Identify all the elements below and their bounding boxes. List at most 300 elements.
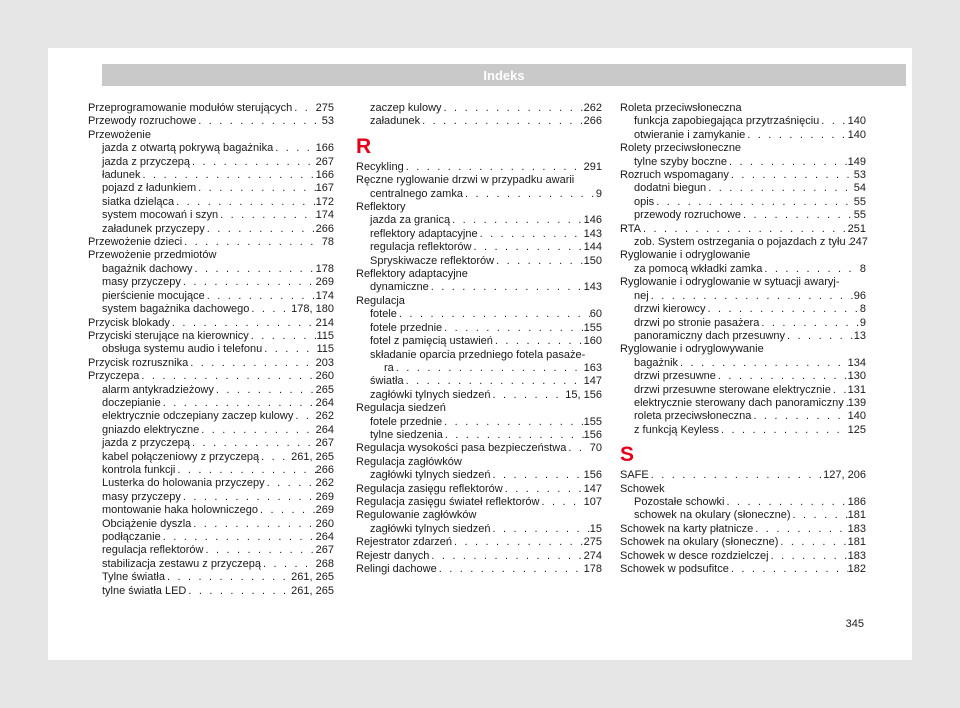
dot-leader xyxy=(181,276,316,289)
entry-term: Przewody rozruchowe xyxy=(88,115,197,128)
entry-page-ref: 183 xyxy=(847,522,866,535)
index-entry xyxy=(620,384,866,397)
entry-term: regulacja reflektorów xyxy=(370,241,472,254)
index-entry xyxy=(88,182,334,195)
index-entry xyxy=(620,290,866,303)
entry-page-ref: 155 xyxy=(583,321,602,334)
entry-page-ref: 78 xyxy=(321,236,334,249)
entry-term: opis xyxy=(634,195,655,208)
entry-page-ref: 140 xyxy=(847,128,866,141)
entry-term: Rejestrator zdarzeń xyxy=(356,536,452,549)
index-entry xyxy=(356,483,602,496)
entry-term: załadunek xyxy=(370,115,421,128)
entry-page-ref: 134 xyxy=(847,356,866,369)
dot-leader xyxy=(186,585,291,598)
dot-leader xyxy=(490,523,589,536)
index-entry xyxy=(356,281,602,294)
entry-term: Przewożenie przedmiotów xyxy=(88,249,217,262)
entry-page-ref: 166 xyxy=(315,142,334,155)
index-entry xyxy=(88,544,334,557)
entry-term: Rolety przeciwsłoneczne xyxy=(620,142,742,155)
entry-page-ref: 15 xyxy=(589,522,602,535)
dot-leader xyxy=(218,209,315,222)
page-number: 345 xyxy=(845,618,864,630)
entry-term: fotele przednie xyxy=(370,321,443,334)
index-entry xyxy=(88,451,334,464)
entry-term: Lusterka do holowania przyczepy xyxy=(102,477,265,490)
dot-leader xyxy=(161,397,316,410)
index-entry xyxy=(620,156,866,169)
dot-leader xyxy=(819,115,847,128)
dot-leader xyxy=(785,330,854,343)
entry-term: pojazd z ładunkiem xyxy=(102,182,197,195)
index-entry xyxy=(620,182,866,195)
index-entry xyxy=(88,330,334,343)
entry-page-ref: 130 xyxy=(847,370,866,383)
entry-page-ref: 156 xyxy=(583,428,602,441)
dot-leader xyxy=(778,536,847,549)
index-entry xyxy=(356,102,602,115)
entry-term: regulacja reflektorów xyxy=(102,544,204,557)
dot-leader xyxy=(706,303,860,316)
index-column-1 xyxy=(88,102,334,598)
entry-page-ref: 264 xyxy=(315,423,334,436)
dot-leader xyxy=(452,536,584,549)
entry-term: jazda z otwartą pokrywą bagażnika xyxy=(102,142,274,155)
index-entry xyxy=(356,496,602,509)
entry-term: tylne szyby boczne xyxy=(634,155,727,168)
dot-leader xyxy=(190,437,316,450)
dot-leader xyxy=(503,483,584,496)
entry-page-ref: 262 xyxy=(315,477,334,490)
entry-term: Regulowanie zagłówków xyxy=(356,509,477,522)
entry-page-ref: 178 xyxy=(315,262,334,275)
index-entry xyxy=(356,201,602,214)
entry-term: elektrycznie sterowany dach panoramiczny xyxy=(634,396,844,409)
entry-page-ref: 140 xyxy=(847,115,866,128)
entry-term: RTA xyxy=(620,222,641,235)
entry-page-ref: 55 xyxy=(853,195,866,208)
index-entry xyxy=(356,563,602,576)
entry-term: panoramiczny dach przesuwny xyxy=(634,329,786,342)
dot-leader xyxy=(420,115,583,128)
entry-term: Przyczepa xyxy=(88,370,140,383)
entry-term: tylne siedzenia xyxy=(370,428,443,441)
dot-leader xyxy=(791,509,848,522)
entry-page-ref: 147 xyxy=(583,375,602,388)
entry-page-ref: 160 xyxy=(583,335,602,348)
entry-term: otwieranie i zamykanie xyxy=(634,128,746,141)
index-entry xyxy=(620,397,866,410)
entry-page-ref: 143 xyxy=(583,281,602,294)
entry-page-ref: 15, 156 xyxy=(565,388,602,401)
entry-page-ref: 55 xyxy=(853,209,866,222)
index-entry xyxy=(356,469,602,482)
index-entry xyxy=(356,295,602,308)
dot-leader xyxy=(394,362,584,375)
entry-page-ref: 266 xyxy=(315,463,334,476)
index-entry xyxy=(620,483,866,496)
index-entry xyxy=(620,370,866,383)
index-entry xyxy=(88,384,334,397)
index-entry xyxy=(620,317,866,330)
index-entry xyxy=(356,362,602,375)
index-entry xyxy=(88,249,334,262)
dot-leader xyxy=(205,223,316,236)
entry-term: za pomocą wkładki zamka xyxy=(634,262,763,275)
entry-term: Schowek w podsufitce xyxy=(620,563,729,575)
entry-term: zagłówki tylnych siedzeń xyxy=(370,469,491,482)
entry-term: nej xyxy=(634,289,649,302)
index-entry xyxy=(88,276,334,289)
entry-term: centralnego zamka xyxy=(370,187,463,200)
dot-leader xyxy=(706,182,854,195)
entry-term: ra xyxy=(384,361,394,374)
dot-leader xyxy=(437,563,584,576)
index-entry xyxy=(88,585,334,598)
entry-term: Regulacja siedzeń xyxy=(356,402,446,415)
index-entry xyxy=(356,228,602,241)
dot-leader xyxy=(539,496,583,509)
entry-term: Przycisk blokady xyxy=(88,316,170,329)
entry-term: system bagażnika dachowego xyxy=(102,303,250,316)
entry-page-ref: 13 xyxy=(853,329,866,342)
dot-leader xyxy=(719,424,848,437)
index-entry xyxy=(620,509,866,522)
dot-leader xyxy=(654,196,854,209)
entry-term: masy przyczepy xyxy=(102,276,181,289)
entry-term: Reflektory xyxy=(356,201,406,214)
index-entry xyxy=(356,268,602,281)
index-entry xyxy=(620,129,866,142)
section-letter-r: R xyxy=(356,134,372,158)
index-entry xyxy=(88,571,334,584)
index-entry xyxy=(88,410,334,423)
entry-term: tylne światła LED xyxy=(102,584,187,597)
entry-term: Spryskiwacze reflektorów xyxy=(370,254,495,267)
index-entry xyxy=(356,241,602,254)
index-entry xyxy=(620,469,866,482)
dot-leader xyxy=(190,156,316,169)
entry-page-ref: 8 xyxy=(859,303,866,316)
index-entry xyxy=(620,424,866,437)
dot-leader xyxy=(262,343,316,356)
entry-term: drzwi kierowcy xyxy=(634,303,706,316)
entry-term: gniazdo elektryczne xyxy=(102,423,200,436)
index-entry xyxy=(620,115,866,128)
entry-term: zagłówki tylnych siedzeń xyxy=(370,388,491,401)
index-entry xyxy=(88,169,334,182)
dot-leader xyxy=(196,115,322,128)
index-entry xyxy=(620,496,866,509)
entry-page-ref: 147 xyxy=(583,482,602,495)
entry-page-ref: 291 xyxy=(583,160,602,173)
entry-term: Regulacja xyxy=(356,294,405,307)
index-entry xyxy=(620,236,866,249)
dot-leader xyxy=(753,523,847,536)
entry-page-ref: 54 xyxy=(853,182,866,195)
entry-term: roleta przeciwsłoneczna xyxy=(634,410,752,423)
entry-term: Ręczne ryglowanie drzwi w przypadku awarii xyxy=(356,174,575,187)
index-entry xyxy=(88,142,334,155)
entry-term: bagażnik dachowy xyxy=(102,262,193,275)
index-entry xyxy=(356,550,602,563)
index-entry xyxy=(88,129,334,142)
index-entry xyxy=(88,290,334,303)
index-entry xyxy=(88,102,334,115)
entry-page-ref: 163 xyxy=(583,361,602,374)
index-entry xyxy=(620,142,866,155)
dot-leader xyxy=(566,442,589,455)
dot-leader xyxy=(493,335,584,348)
entry-term: Relingi dachowe xyxy=(356,563,437,575)
entry-page-ref: 181 xyxy=(847,509,866,522)
entry-page-ref: 251 xyxy=(847,222,866,235)
entry-term: system mocowań i szyn xyxy=(102,209,219,222)
entry-term: Przewożenie dzieci xyxy=(88,236,183,249)
entry-term: załadunek przyczepy xyxy=(102,222,205,235)
entry-page-ref: 269 xyxy=(315,504,334,517)
index-entry xyxy=(620,249,866,262)
dot-leader xyxy=(641,223,848,236)
entry-term: dynamiczne xyxy=(370,281,429,294)
index-entry xyxy=(88,263,334,276)
dot-leader xyxy=(249,330,317,343)
index-entry xyxy=(88,531,334,544)
entry-page-ref: 174 xyxy=(315,289,334,302)
entry-page-ref: 264 xyxy=(315,396,334,409)
dot-leader xyxy=(442,102,584,115)
dot-leader xyxy=(478,228,584,241)
index-entry xyxy=(88,317,334,330)
index-entry xyxy=(88,558,334,571)
entry-page-ref: 174 xyxy=(315,209,334,222)
dot-leader xyxy=(443,429,584,442)
dot-leader xyxy=(397,308,590,321)
index-entry xyxy=(88,115,334,128)
entry-page-ref: 53 xyxy=(321,115,334,128)
entry-term: Przeprogramowanie modułów sterujących xyxy=(88,102,293,114)
entry-term: drzwi przesuwne sterowane elektrycznie xyxy=(634,383,831,396)
dot-leader xyxy=(442,322,583,335)
entry-term: przewody rozruchowe xyxy=(634,209,741,222)
dot-leader xyxy=(205,290,316,303)
index-entry xyxy=(356,442,602,455)
entry-term: Rejestr danych xyxy=(356,549,430,562)
entry-term: montowanie haka holowniczego xyxy=(102,504,258,517)
dot-leader xyxy=(716,370,848,383)
entry-page-ref: 146 xyxy=(583,214,602,227)
page-title: Indeks xyxy=(483,67,525,83)
entry-page-ref: 182 xyxy=(847,563,866,575)
entry-term: Ryglowanie i odryglowanie xyxy=(620,249,751,262)
index-entry xyxy=(356,188,602,201)
index-entry xyxy=(620,169,866,182)
entry-page-ref: 247 xyxy=(849,236,868,249)
index-entry xyxy=(620,196,866,209)
dot-leader xyxy=(649,290,854,303)
index-entry xyxy=(88,397,334,410)
index-entry xyxy=(620,343,866,356)
dot-leader xyxy=(161,531,316,544)
entry-page-ref: 178, 180 xyxy=(291,303,334,316)
dot-leader xyxy=(273,142,315,155)
dot-leader xyxy=(450,214,584,227)
entry-term: kontrola funkcji xyxy=(102,463,176,476)
dot-leader xyxy=(729,563,848,576)
entry-term: Ryglowanie i odryglowywanie xyxy=(620,343,764,356)
dot-leader xyxy=(214,384,316,397)
entry-term: bagażnik xyxy=(634,356,679,369)
entry-term: masy przyczepy xyxy=(102,490,181,503)
index-entry xyxy=(356,322,602,335)
dot-leader xyxy=(442,416,583,429)
index-entry xyxy=(620,410,866,423)
entry-term: Roleta przeciwsłoneczna xyxy=(620,102,742,114)
index-entry xyxy=(356,335,602,348)
entry-page-ref: 127, 206 xyxy=(823,469,866,482)
entry-term: SAFE xyxy=(620,469,649,482)
dot-leader xyxy=(729,169,854,182)
entry-page-ref: 267 xyxy=(315,544,334,557)
index-entry xyxy=(88,209,334,222)
index-entry xyxy=(88,491,334,504)
dot-leader xyxy=(165,571,291,584)
index-entry xyxy=(88,477,334,490)
entry-page-ref: 274 xyxy=(583,549,602,562)
entry-page-ref: 8 xyxy=(859,262,866,275)
index-entry xyxy=(620,209,866,222)
index-entry xyxy=(620,536,866,549)
index-entry xyxy=(88,343,334,356)
index-entry xyxy=(88,223,334,236)
dot-leader xyxy=(293,410,315,423)
entry-term: Schowek na karty płatnicze xyxy=(620,522,754,535)
entry-page-ref: 139 xyxy=(847,396,867,409)
entry-term: kabel połączeniowy z przyczepą xyxy=(102,450,260,463)
entry-page-ref: 269 xyxy=(315,490,334,503)
entry-term: z funkcją Keyless xyxy=(634,423,719,436)
dot-leader xyxy=(831,384,848,397)
dot-leader xyxy=(249,303,291,316)
index-entry xyxy=(88,424,334,437)
entry-page-ref: 267 xyxy=(315,155,334,168)
entry-page-ref: 156 xyxy=(583,469,602,482)
dot-leader xyxy=(259,451,291,464)
index-entry xyxy=(88,303,334,316)
entry-term: stabilizacja zestawu z przyczepą xyxy=(102,557,261,570)
entry-page-ref: 143 xyxy=(583,227,602,240)
entry-term: Schowek xyxy=(620,482,665,495)
entry-term: Schowek na okulary (słoneczne) xyxy=(620,536,779,549)
entry-page-ref: 275 xyxy=(583,536,602,549)
entry-page-ref: 167 xyxy=(315,182,334,195)
entry-page-ref: 181 xyxy=(847,536,866,549)
dot-leader xyxy=(258,504,316,517)
dot-leader xyxy=(193,263,316,276)
entry-term: jazda za granicą xyxy=(370,214,451,227)
entry-term: zagłówki tylnych siedzeń xyxy=(370,522,491,535)
entry-page-ref: 155 xyxy=(583,415,602,428)
dot-leader xyxy=(769,550,848,563)
dot-leader xyxy=(727,156,848,169)
entry-term: zaczep kulowy xyxy=(370,102,442,114)
dot-leader xyxy=(678,357,848,370)
entry-page-ref: 115 xyxy=(316,343,334,356)
dot-leader xyxy=(429,281,584,294)
entry-page-ref: 144 xyxy=(583,241,602,254)
entry-term: zob. System ostrzegania o pojazdach z tyłu xyxy=(634,236,846,249)
index-entry xyxy=(88,196,334,209)
index-entry xyxy=(88,518,334,531)
entry-term: Reflektory adaptacyjne xyxy=(356,268,468,281)
entry-page-ref: 264 xyxy=(315,531,334,543)
index-entry xyxy=(356,389,602,402)
index-entry xyxy=(88,437,334,450)
entry-page-ref: 214 xyxy=(315,316,334,329)
page-header xyxy=(102,64,906,86)
entry-term: Ryglowanie i odryglowanie w sytuacji awaryj- xyxy=(620,276,840,289)
dot-leader xyxy=(762,263,859,276)
index-entry xyxy=(356,523,602,536)
index-entry xyxy=(620,550,866,563)
index-entry xyxy=(356,308,602,321)
entry-term: Pozostałe schowki xyxy=(634,495,725,508)
index-entry xyxy=(620,523,866,536)
entry-page-ref: 9 xyxy=(595,187,602,200)
index-entry xyxy=(356,349,602,362)
entry-page-ref: 275 xyxy=(315,102,334,114)
dot-leader xyxy=(175,464,315,477)
entry-page-ref: 183 xyxy=(847,549,866,562)
entry-term: Obciążenie dyszla xyxy=(102,517,192,530)
index-entry xyxy=(88,370,334,383)
entry-term: drzwi przesuwne xyxy=(634,370,716,383)
entry-term: Przycisk rozrusznika xyxy=(88,356,189,369)
entry-term: Przyciski sterujące na kierownicy xyxy=(88,329,249,342)
entry-page-ref: 149 xyxy=(847,155,866,168)
entry-page-ref: 260 xyxy=(315,370,334,383)
entry-page-ref: 166 xyxy=(315,169,334,182)
index-entry xyxy=(620,330,866,343)
entry-page-ref: 172 xyxy=(315,195,334,208)
entry-page-ref: 115 xyxy=(316,329,334,342)
dot-leader xyxy=(204,544,316,557)
index-entry xyxy=(356,375,602,388)
entry-page-ref: 261, 265 xyxy=(291,584,334,597)
entry-term: dodatni biegun xyxy=(634,182,707,195)
dot-leader xyxy=(141,169,316,182)
dot-leader xyxy=(174,196,315,209)
dot-leader xyxy=(725,496,848,509)
index-entry xyxy=(356,536,602,549)
index-entry xyxy=(356,402,602,415)
entry-term: jazda z przyczepą xyxy=(102,155,191,168)
entry-term: funkcja zapobiegająca przytrzaśnięciu xyxy=(634,115,820,128)
index-entry xyxy=(620,223,866,236)
dot-leader xyxy=(170,317,316,330)
index-entry xyxy=(356,161,602,174)
dot-leader xyxy=(649,469,823,482)
entry-term: Przewożenie xyxy=(88,128,151,141)
dot-leader xyxy=(429,550,583,563)
dot-leader xyxy=(191,518,315,531)
dot-leader xyxy=(292,102,315,115)
index-entry xyxy=(356,509,602,522)
index-entry xyxy=(356,255,602,268)
dot-leader xyxy=(196,182,315,195)
dot-leader xyxy=(188,357,315,370)
